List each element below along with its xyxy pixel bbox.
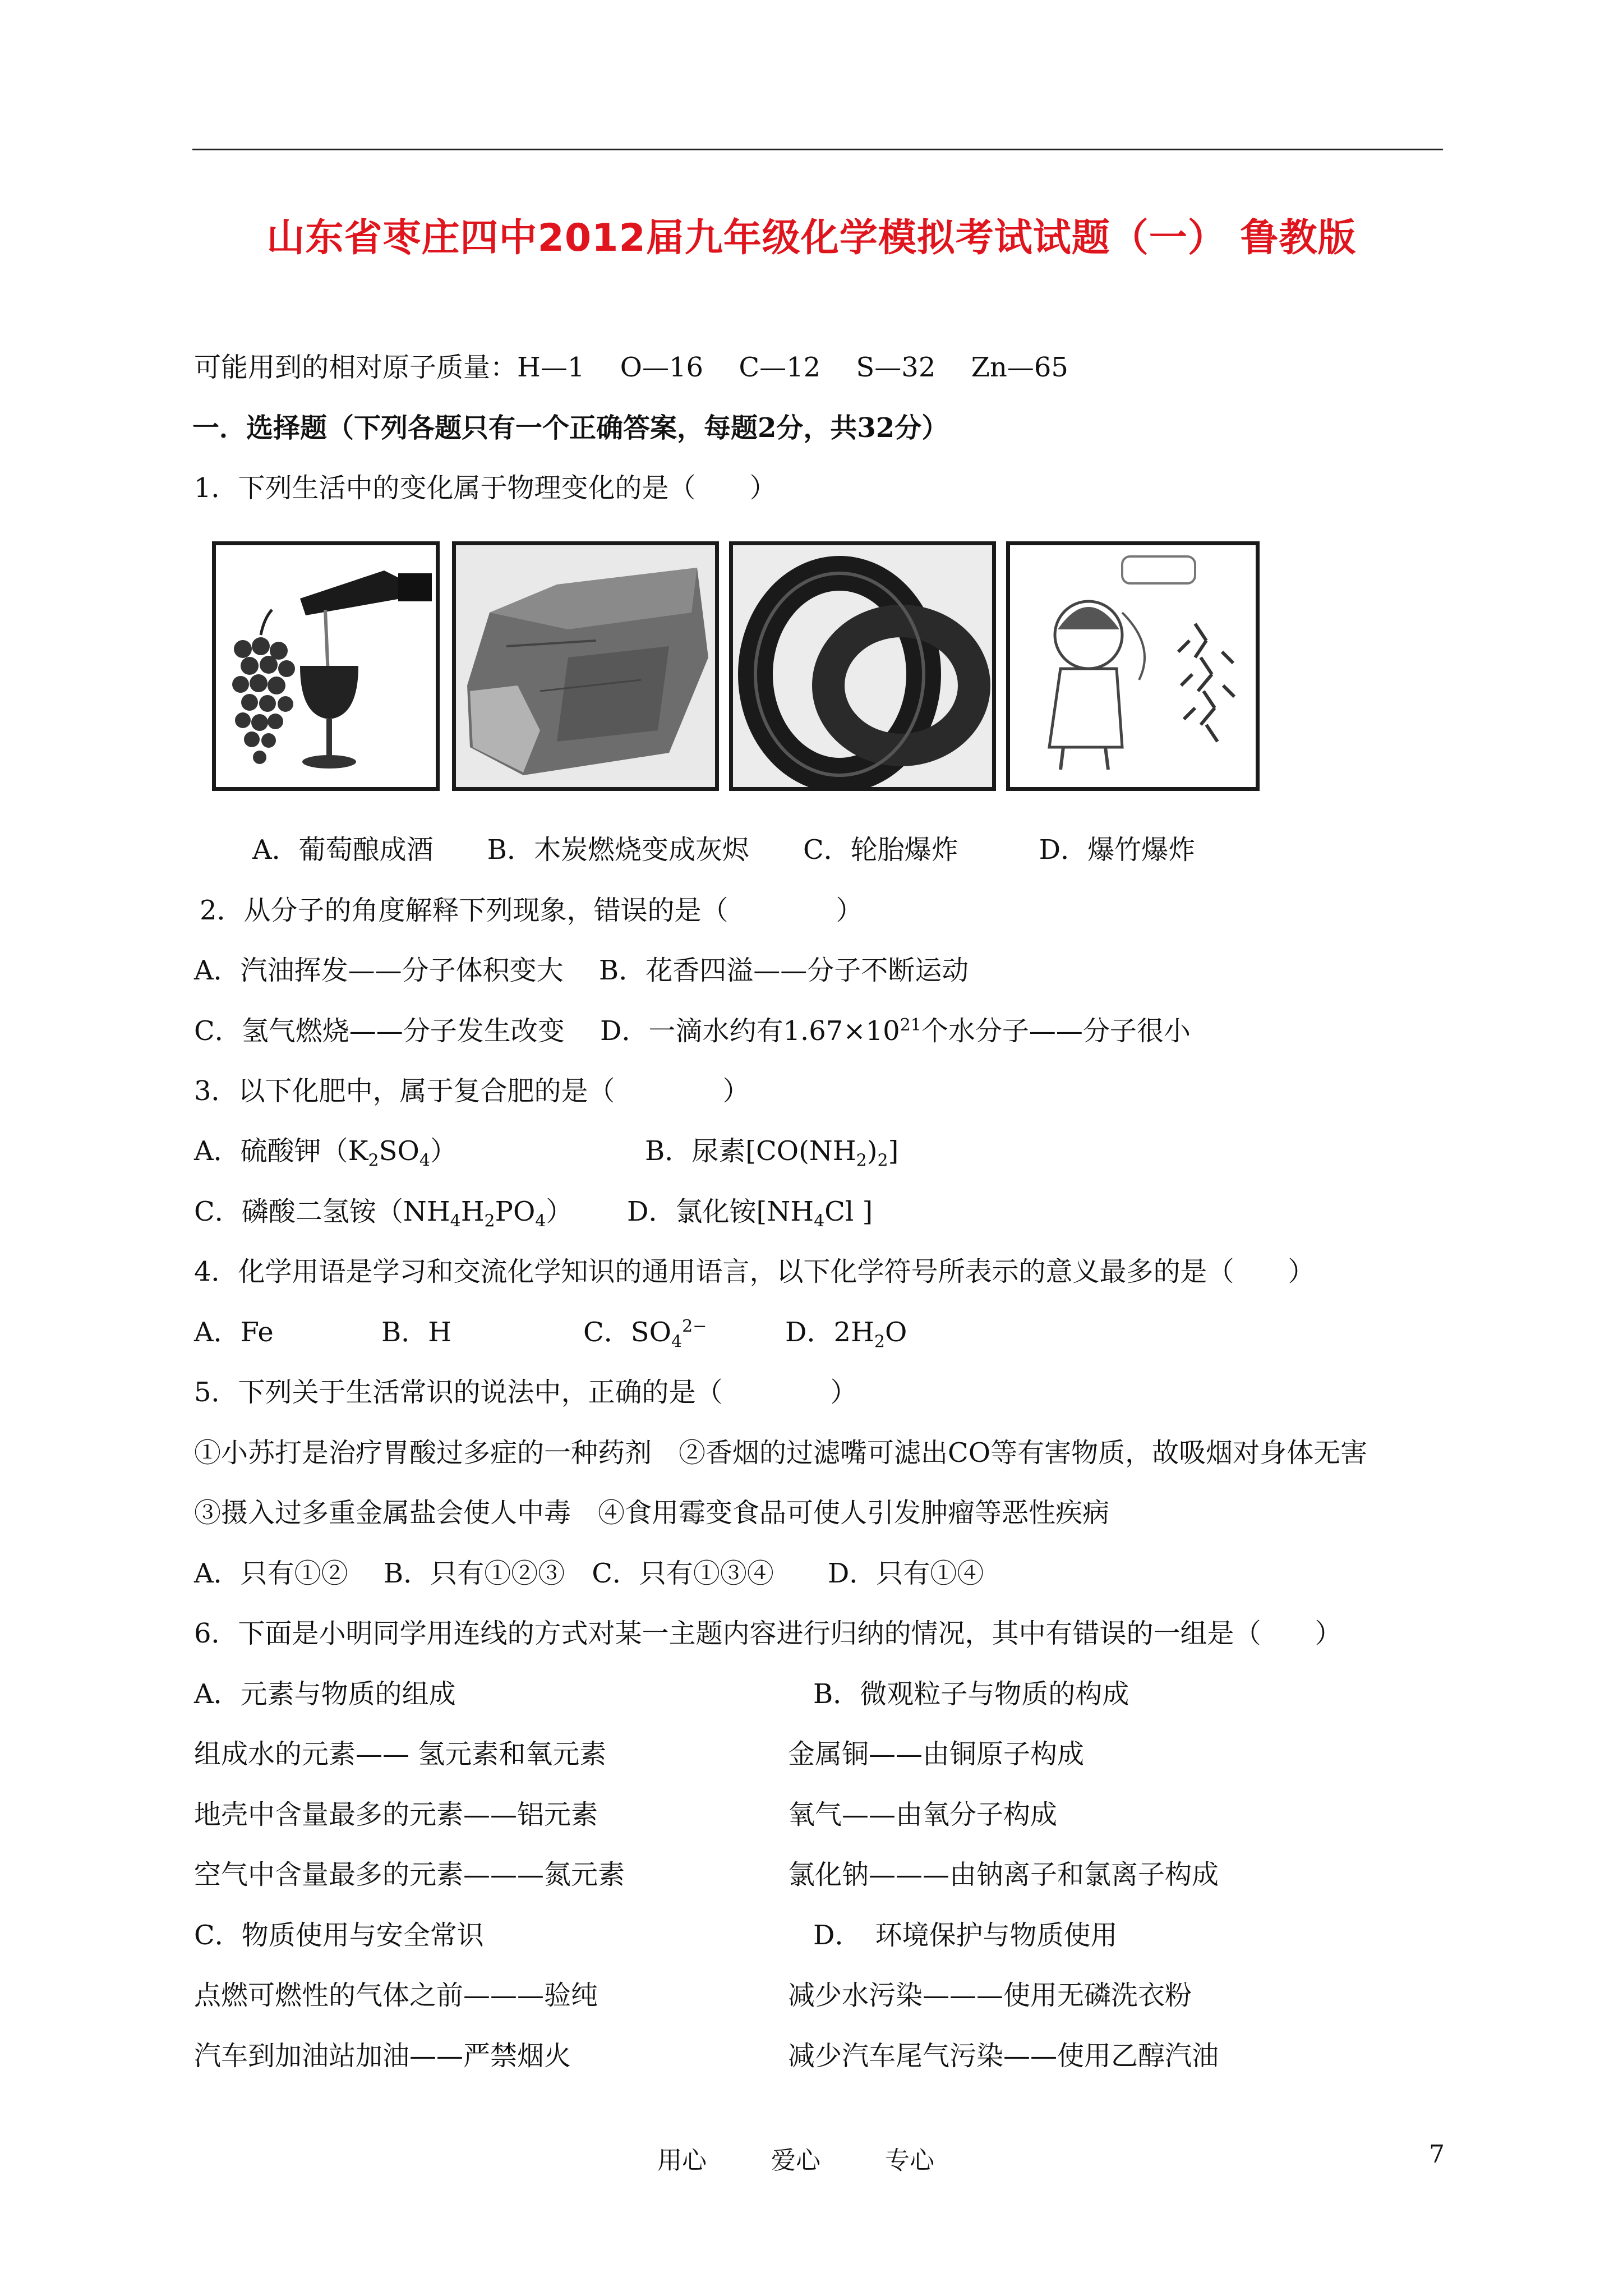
q3-option-b: B．尿素$[CO(NH_2)_2]$: [645, 1135, 899, 1171]
charcoal-image: [452, 541, 719, 791]
q6-b-item: 氯化钠———由钠离子和氯离子构成: [788, 1859, 1219, 1890]
q5-statements-2: ③摄入过多重金属盐会使人中毒 ④食用霉变食品可使人引发肿瘤等恶性疾病: [194, 1497, 1110, 1529]
atomic-masses: 可能用到的相对原子质量：H—1 O—16 C—12 S—32 Zn—65: [194, 352, 1068, 383]
q6-d-title: D． 环境保护与物质使用: [813, 1920, 1118, 1951]
page-title: 山东省枣庄四中2012届九年级化学模拟考试试题（一） 鲁教版: [266, 216, 1357, 260]
q3-option-d: D．氯化铵[$NH_4Cl$ ]: [627, 1196, 873, 1231]
q6-a-item: 空气中含量最多的元素———氮元素: [194, 1859, 625, 1890]
q1-stem: 1．下列生活中的变化属于物理变化的是（ ）: [194, 472, 777, 504]
q6-stem: 6．下面是小明同学用连线的方式对某一主题内容进行归纳的情况，其中有错误的一组是（ ）: [194, 1618, 1342, 1649]
grape-wine-image: [212, 541, 440, 791]
q4-option-d: D．$2H_2O$: [785, 1317, 907, 1352]
q2-options-ab: A．汽油挥发——分子体积变大 B．花香四溢——分子不断运动: [194, 955, 969, 986]
q6-b-title: B．微观粒子与物质的构成: [813, 1678, 1129, 1710]
q4-option-a: A．Fe: [194, 1317, 274, 1348]
section-heading: 一．选择题（下列各题只有一个正确答案，每题2分，共32分）: [192, 412, 949, 444]
footer-motto-3: 专心: [885, 2146, 934, 2175]
q4-option-c: C．$SO_4^{2-}$: [583, 1317, 707, 1352]
q4-option-b: B．H: [381, 1317, 452, 1348]
q3-option-c: C．磷酸二氢铵$(NH_4H_2PO_4)$: [194, 1196, 573, 1231]
tire-image: [729, 541, 996, 791]
q4-stem: 4．化学用语是学习和交流化学知识的通用语言，以下化学符号所表示的意义最多的是（ ）: [194, 1256, 1315, 1287]
q6-b-item: 金属铜——由铜原子构成: [788, 1738, 1085, 1770]
q6-a-item: 地壳中含量最多的元素——铝元素: [194, 1799, 598, 1830]
header-rule: [192, 149, 1443, 150]
q3-stem: 3．以下化肥中，属于复合肥的是（ ）: [194, 1075, 750, 1107]
q1-options: A．葡萄酿成酒 B．木炭燃烧变成灰烬 C．轮胎爆炸 D．爆竹爆炸: [252, 834, 1196, 866]
q6-d-item: 减少水污染———使用无磷洗衣粉: [788, 1980, 1192, 2011]
q6-a-title: A．元素与物质的组成: [194, 1678, 456, 1710]
q5-stem: 5．下列关于生活常识的说法中，正确的是（ ）: [194, 1377, 857, 1408]
q5-statements-1: ①小苏打是治疗胃酸过多症的一种药剂 ②香烟的过滤嘴可滤出CO等有害物质，故吸烟对身体无害: [194, 1437, 1368, 1469]
page-number: 7: [1429, 2140, 1445, 2169]
q2-options-cd: C．氢气燃烧——分子发生改变 D．一滴水约有$1.67\times 10^{21}$个水分子——分子很小: [194, 1015, 1191, 1047]
footer-motto-1: 用心: [657, 2146, 707, 2175]
q6-a-item: 组成水的元素—— 氢元素和氧元素: [194, 1738, 607, 1770]
q2-stem: 2．从分子的角度解释下列现象，错误的是（ ）: [200, 895, 863, 926]
q6-d-item: 减少汽车尾气污染——使用乙醇汽油: [788, 2040, 1219, 2072]
q6-b-item: 氧气——由氧分子构成: [788, 1799, 1058, 1830]
q3-option-a: A．硫酸钾$(K_2SO_4)$: [194, 1135, 457, 1171]
q6-c-item: 点燃可燃性的气体之前———验纯: [194, 1980, 598, 2011]
q5-options: A．只有①② B．只有①②③ C．只有①③④ D．只有①④: [194, 1558, 984, 1589]
q6-c-item: 汽车到加油站加油——严禁烟火: [194, 2040, 571, 2072]
q6-c-title: C．物质使用与安全常识: [194, 1920, 484, 1951]
firecracker-image: [1006, 541, 1260, 791]
footer-motto-2: 爱心: [771, 2146, 820, 2175]
